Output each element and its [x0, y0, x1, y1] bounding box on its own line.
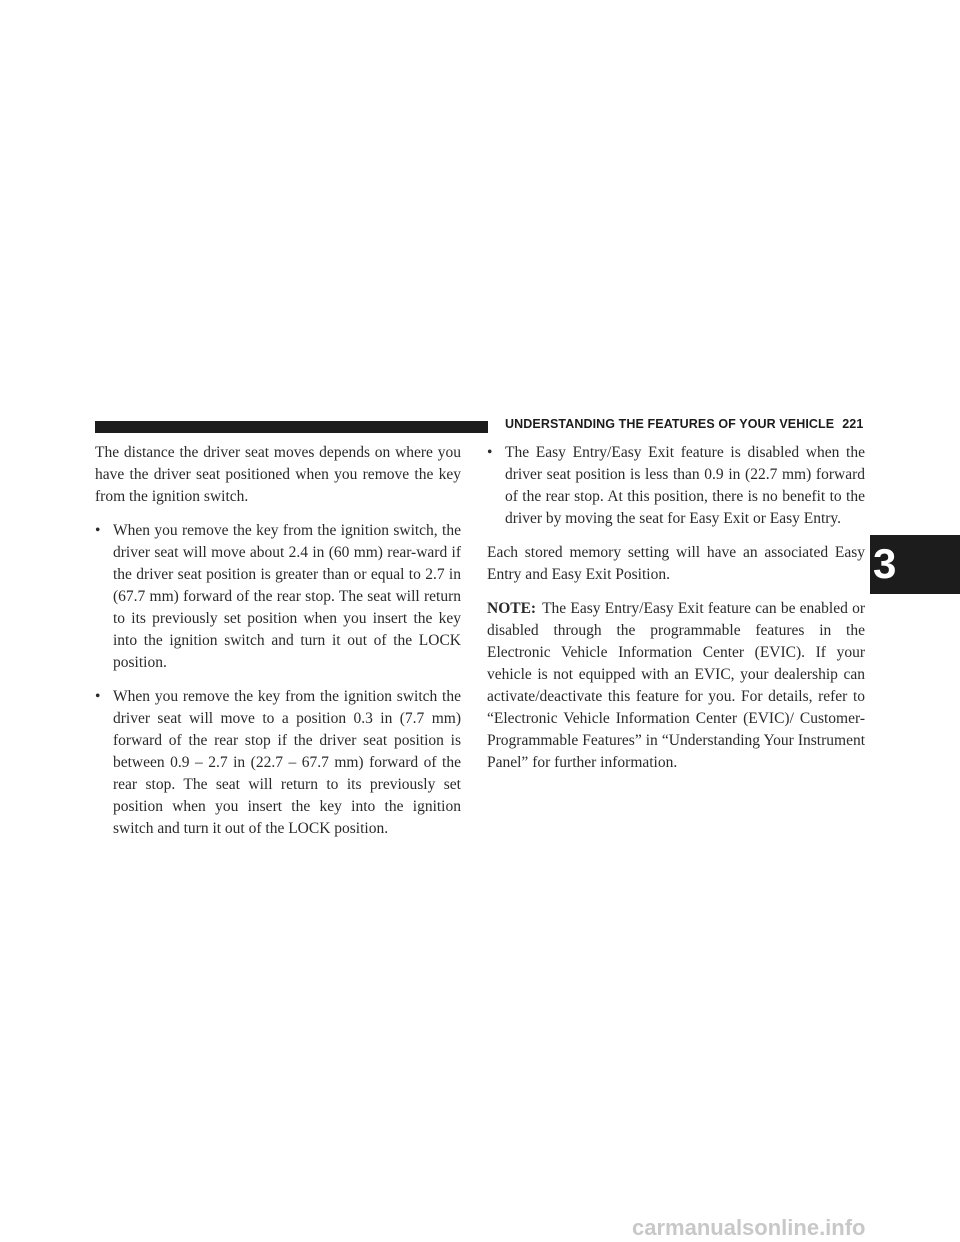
right-column [487, 442, 865, 786]
page-number: 221 [842, 417, 864, 431]
bullet-icon: • [487, 444, 493, 461]
header-rule [95, 421, 488, 433]
list-item [487, 442, 865, 530]
bullet-icon: • [95, 522, 101, 539]
note-paragraph [487, 598, 865, 774]
list-item-text: The Easy Entry/Easy Exit feature is disabled when the driver seat position is less than 0.9 in (22.7 mm) forward of the rear stop. At this position, there is no benefit to the driver by moving the seat for Easy Exit or Easy Entry. [505, 444, 865, 527]
running-header [505, 417, 863, 431]
list-item-text: When you remove the key from the ignition switch, the driver seat will move about 2.4 in (60 mm) rear-ward if the driver seat position is greater than or equal to 2.7 in (67.7 mm) forward of the rear stop. The seat will return to its previously set position when you insert the key into the ignition switch and turn it out of the LOCK position. [113, 522, 461, 671]
bullet-icon: • [95, 688, 101, 705]
note-label: NOTE: [487, 600, 537, 617]
watermark: carmanualsonline.info [632, 1215, 866, 1240]
intro-paragraph: The distance the driver seat moves depends on where you have the driver seat positioned when you remove the key from the ignition switch. [95, 444, 461, 505]
note-text: The Easy Entry/Easy Exit feature can be enabled or disabled through the programmable features in the Electronic Vehicle Information Center (EVIC). If your vehicle is not equipped with an EVIC, your dealership can activate/deactivate this feature for you. For details, refer to “Electronic Vehicle Information Center (EVIC)/ Customer-Programmable Features” in “Understanding Your Instrument Panel” for further information. [487, 600, 865, 771]
list-item [95, 686, 461, 840]
left-column [95, 442, 461, 852]
section-title: UNDERSTANDING THE FEATURES OF YOUR VEHICLE [505, 417, 835, 431]
chapter-number: 3 [873, 540, 897, 587]
memory-paragraph: Each stored memory setting will have an associated Easy Entry and Easy Exit Position. [487, 544, 865, 583]
list-item-text: When you remove the key from the ignition switch the driver seat will move to a position 0.3 in (7.7 mm) forward of the rear stop if the driver seat position is between 0.9 – 2.7 in (22.7 – 67.7 mm) forward of the rear stop. The seat will return to its previously set position when you insert the key into the ignition switch and turn it out of the LOCK position. [113, 688, 461, 837]
list-item [95, 520, 461, 674]
